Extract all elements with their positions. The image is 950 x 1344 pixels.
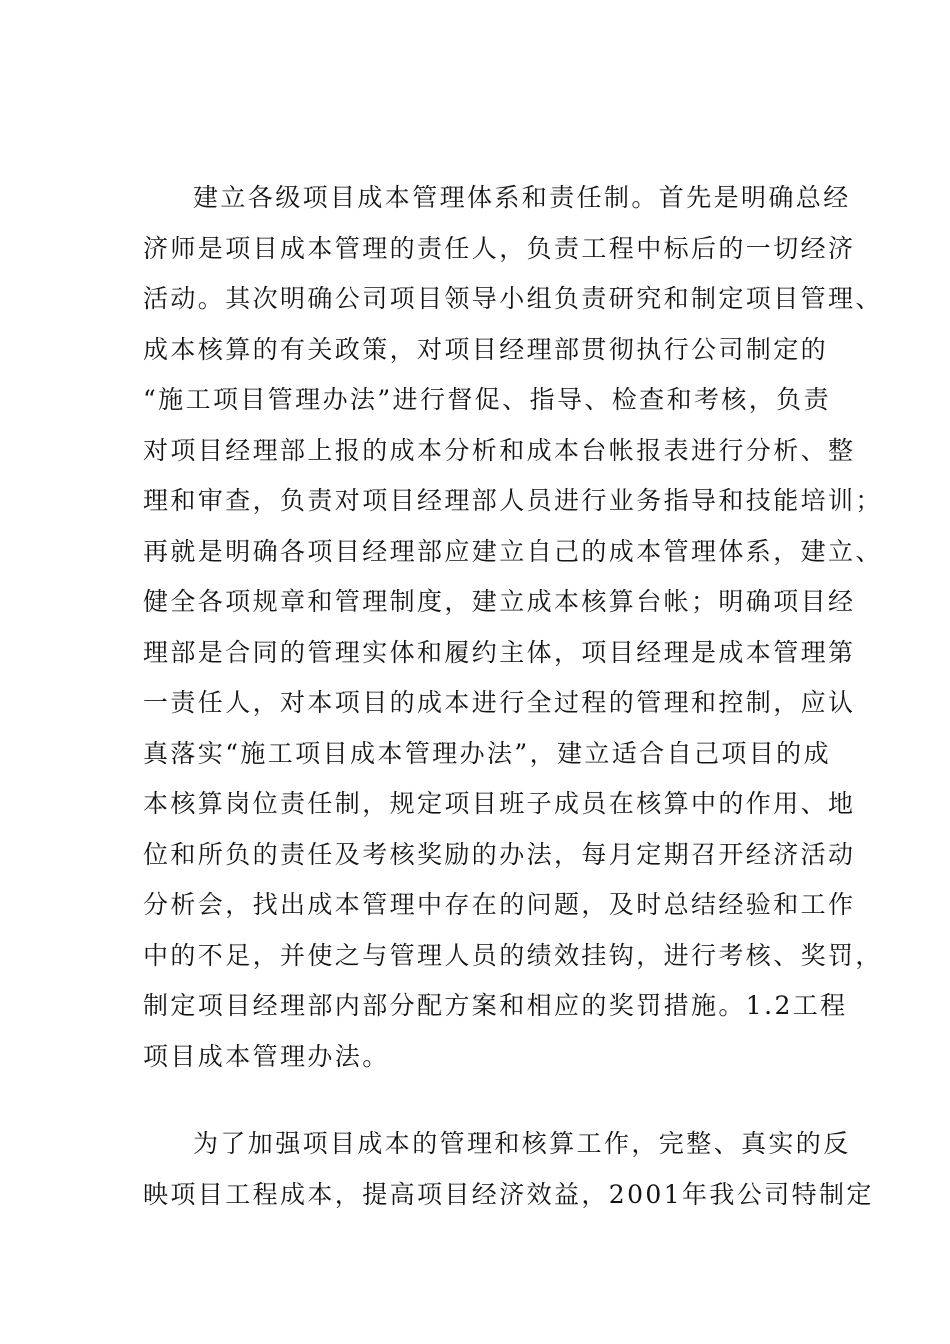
paragraph-line: 为了加强项目成本的管理和核算工作，完整、真实的反 (193, 1129, 851, 1158)
paragraph-line: 成本核算的有关政策，对项目经理部贯彻执行公司制定的 (143, 334, 829, 364)
paragraph-line: “施工项目管理办法”进行督促、指导、检查和考核，负责 (143, 385, 831, 414)
paragraph-line: 分析会，找出成本管理中存在的问题，及时总结经验和工作 (143, 890, 856, 919)
paragraph-line: 理和审查，负责对项目经理部人员进行业务指导和技能培训； (143, 486, 883, 515)
paragraph-line: 真落实“施工项目成本管理办法”，建立适合自己项目的成 (143, 738, 831, 768)
paragraph-line: 一责任人，对本项目的成本进行全过程的管理和控制，应认 (143, 688, 856, 717)
paragraph-line: 建立各级项目成本管理体系和责任制。首先是明确总经 (193, 183, 851, 212)
paragraph-line: 中的不足，并使之与管理人员的绩效挂钩，进行考核、奖罚， (143, 940, 883, 970)
paragraph-line: 健全各项规章和管理制度，建立成本核算台帐；明确项目经 (143, 587, 856, 616)
paragraph-line: 对项目经理部上报的成本分析和成本台帐报表进行分析、整 (143, 435, 856, 465)
paragraph-line: 活动。其次明确公司项目领导小组负责研究和制定项目管理、 (143, 284, 883, 313)
paragraph-line: 位和所负的责任及考核奖励的办法，每月定期召开经济活动 (143, 839, 856, 869)
paragraph-cost-management-system (143, 173, 883, 1082)
paragraph-line: 再就是明确各项目经理部应建立自己的成本管理体系，建立、 (143, 536, 883, 566)
paragraph-line: 项目成本管理办法。 (143, 1041, 390, 1071)
paragraph-cost-accounting (143, 1119, 874, 1220)
paragraph-line: 制定项目经理部内部分配方案和相应的奖罚措施。1.2工程 (143, 991, 848, 1020)
paragraph-line: 映项目工程成本，提高项目经济效益，2001年我公司特制定 (143, 1179, 874, 1209)
paragraph-line: 本核算岗位责任制，规定项目班子成员在核算中的作用、地 (143, 789, 856, 818)
paragraph-line: 理部是合同的管理实体和履约主体，项目经理是成本管理第 (143, 637, 856, 667)
paragraph-line: 济师是项目成本管理的责任人，负责工程中标后的一切经济 (143, 233, 856, 263)
